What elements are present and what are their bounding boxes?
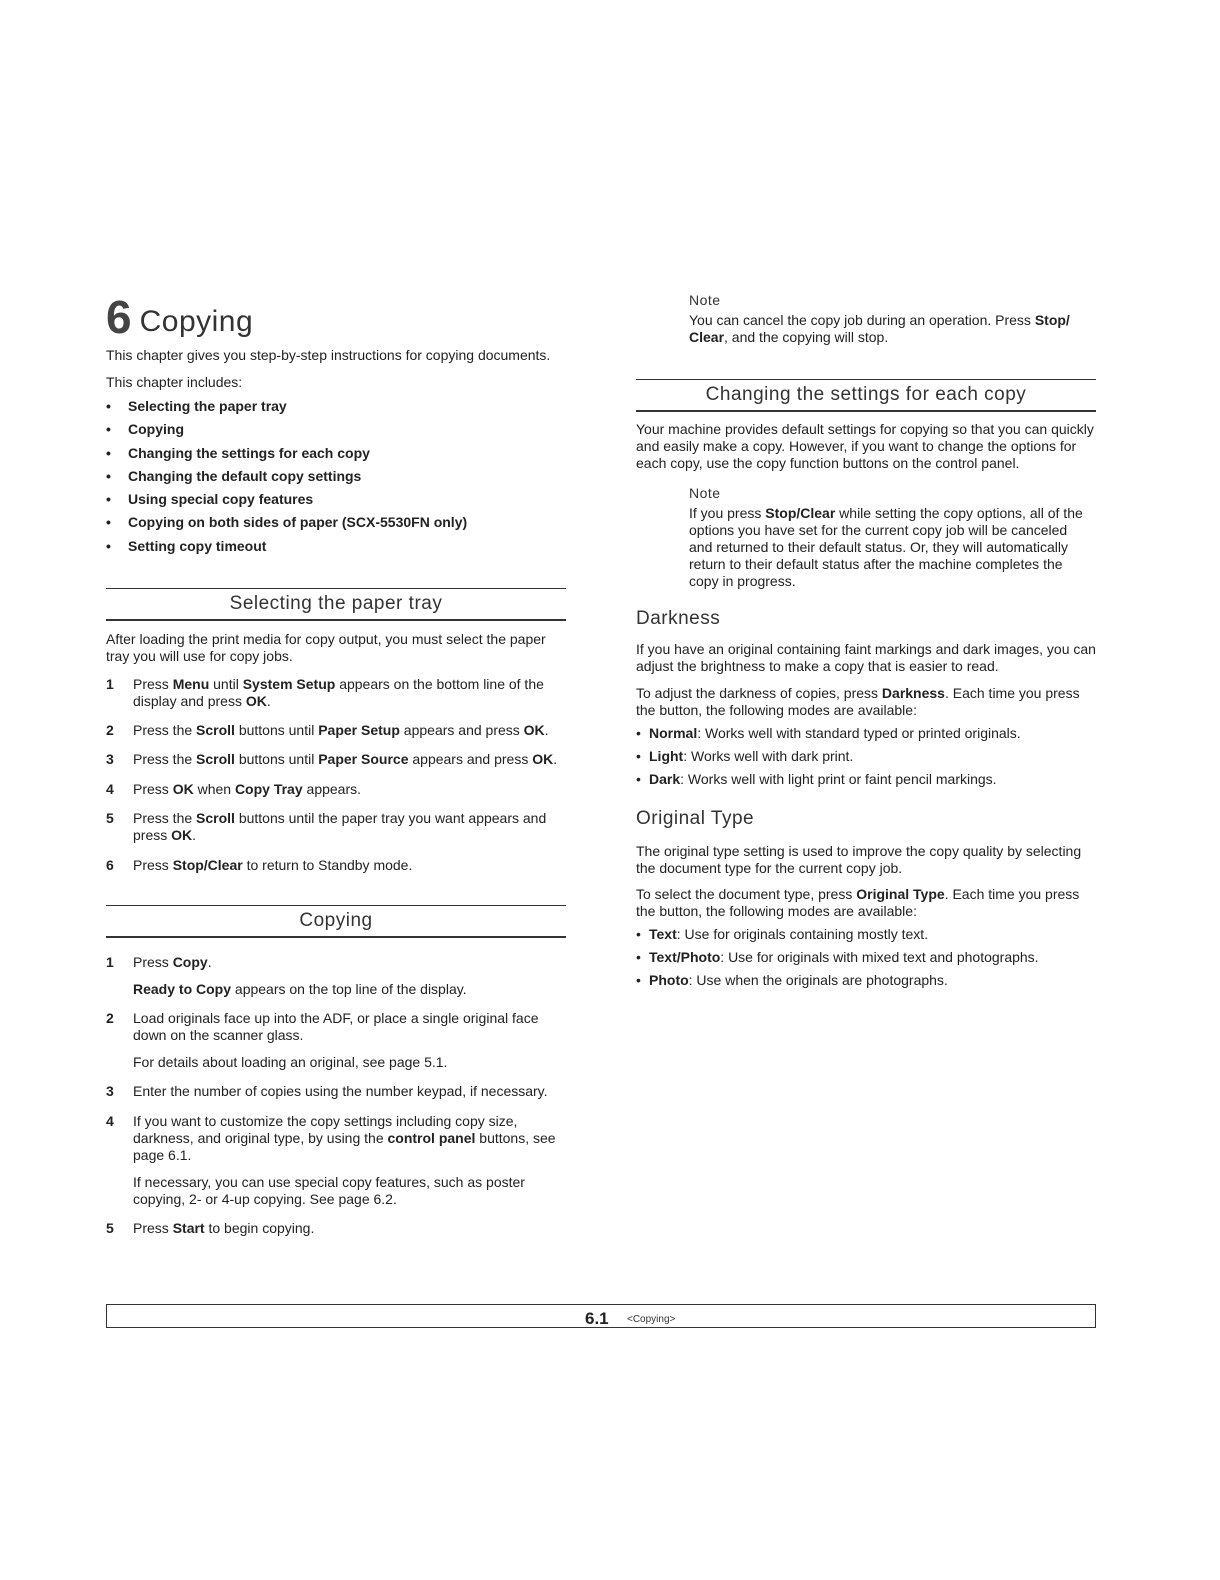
- footer-page-number: 6.1: [585, 1309, 609, 1328]
- note-stop-clear: [689, 485, 1094, 590]
- paper-tray-intro: After loading the print media for copy output, you must select the paper tray you will use for copy jobs.: [106, 631, 546, 664]
- darkness-para-2: To adjust the darkness of copies, press Darkness. Each time you press the button, the following modes are available:: [636, 685, 1080, 718]
- step-item: [106, 676, 568, 710]
- step-item: [106, 1113, 568, 1208]
- original-type-modes-list: [636, 926, 1098, 995]
- chapter-title: [106, 290, 253, 344]
- step-text: Press Start to begin copying.: [133, 1220, 315, 1236]
- list-item: • Selecting the paper tray: [106, 397, 576, 420]
- original-type-para-2: To select the document type, press Original Type. Each time you press the button, the following modes are available:: [636, 886, 1080, 919]
- list-item: • Changing the default copy settings: [106, 467, 576, 490]
- subheading-original-type: Original Type: [636, 808, 755, 829]
- list-item: • Text/Photo: Use for originals with mixed text and photographs.: [636, 949, 1098, 972]
- step-item: [106, 781, 568, 798]
- list-item: • Changing the settings for each copy: [106, 444, 576, 467]
- note-label: Note: [689, 485, 721, 501]
- section-heading-copying: Copying: [106, 905, 566, 938]
- step-number: 2: [106, 722, 114, 738]
- step-item: [106, 751, 568, 768]
- footer-chapter-label: <Copying>: [627, 1314, 676, 1325]
- list-item: • Using special copy features: [106, 490, 576, 513]
- list-item: • Dark: Works well with light print or faint pencil markings.: [636, 771, 1098, 794]
- chapter-number: 6: [106, 291, 132, 343]
- note-text: You can cancel the copy job during an operation. Press Stop/ Clear, and the copying will stop.: [689, 312, 1070, 345]
- step-number: 6: [106, 857, 114, 873]
- step-item: [106, 1083, 568, 1100]
- list-item: • Copying on both sides of paper (SCX-5530FN only): [106, 513, 576, 536]
- step-item: [106, 810, 568, 844]
- step-number: 1: [106, 676, 114, 692]
- original-type-para-1: The original type setting is used to improve the copy quality by selecting the document type for the current copy job.: [636, 843, 1082, 876]
- step-text: Press the Scroll buttons until Paper Setup appears and press OK.: [133, 722, 549, 738]
- list-item: • Normal: Works well with standard typed or printed originals.: [636, 725, 1098, 748]
- settings-intro: Your machine provides default settings for copying so that you can quickly and easily make a copy. However, if you want to change the options for each copy, use the copy function buttons on the control panel.: [636, 421, 1094, 471]
- step-text: Press the Scroll buttons until the paper tray you want appears and press OK.: [133, 810, 547, 843]
- note-text: If you press Stop/Clear while setting the copy options, all of the options you have set for the current copy job will be canceled and returned to their default status. Or, they will automatically return to their default status after the machine completes the copy in progress.: [689, 505, 1083, 589]
- list-item: • Photo: Use when the originals are photographs.: [636, 972, 1098, 995]
- step-number: 2: [106, 1010, 114, 1026]
- step-number: 3: [106, 1083, 114, 1099]
- step-text: Press Stop/Clear to return to Standby mode.: [133, 857, 413, 873]
- step-text: Press the Scroll buttons until Paper Source appears and press OK.: [133, 751, 558, 767]
- step-number: 4: [106, 1113, 114, 1129]
- step-item: [106, 722, 568, 739]
- chapter-contents-list: [106, 397, 576, 560]
- step-text: Press Menu until System Setup appears on the bottom line of the display and press OK.: [133, 676, 544, 709]
- step-text: If you want to customize the copy settings including copy size, darkness, and original type, by using the control panel buttons, see page 6.1.: [133, 1113, 556, 1163]
- step-subtext: Ready to Copy appears on the top line of the display.: [133, 981, 467, 997]
- subheading-darkness: Darkness: [636, 608, 721, 629]
- note-label: Note: [689, 292, 721, 308]
- step-number: 5: [106, 810, 114, 826]
- list-item: • Light: Works well with dark print.: [636, 748, 1098, 771]
- step-subtext: For details about loading an original, see page 5.1.: [133, 1054, 448, 1070]
- step-number: 3: [106, 751, 114, 767]
- step-text: Enter the number of copies using the number keypad, if necessary.: [133, 1083, 548, 1099]
- step-text: Press OK when Copy Tray appears.: [133, 781, 362, 797]
- intro-line-2: This chapter includes:: [106, 374, 243, 390]
- chapter-name: Copying: [139, 305, 254, 338]
- step-number: 4: [106, 781, 114, 797]
- step-number: 1: [106, 954, 114, 970]
- step-number: 5: [106, 1220, 114, 1236]
- step-item: [106, 954, 568, 998]
- darkness-modes-list: [636, 725, 1098, 794]
- section-heading-paper-tray: Selecting the paper tray: [106, 588, 566, 621]
- step-item: [106, 1220, 568, 1237]
- list-item: • Setting copy timeout: [106, 537, 576, 560]
- step-subtext: If necessary, you can use special copy features, such as poster copying, 2- or 4-up copying. See page 6.2.: [133, 1174, 525, 1207]
- intro-line-1: This chapter gives you step-by-step instructions for copying documents.: [106, 347, 551, 363]
- step-text: Load originals face up into the ADF, or place a single original face down on the scanner glass.: [133, 1010, 539, 1043]
- step-item: [106, 857, 568, 874]
- list-item: • Copying: [106, 420, 576, 443]
- step-text: Press Copy.: [133, 954, 212, 970]
- step-item: [106, 1010, 568, 1071]
- section-heading-settings: Changing the settings for each copy: [636, 379, 1096, 412]
- list-item: • Text: Use for originals containing mostly text.: [636, 926, 1098, 949]
- note-cancel: [689, 292, 1094, 346]
- darkness-para-1: If you have an original containing faint markings and dark images, you can adjust the brightness to make a copy that is easier to read.: [636, 641, 1096, 674]
